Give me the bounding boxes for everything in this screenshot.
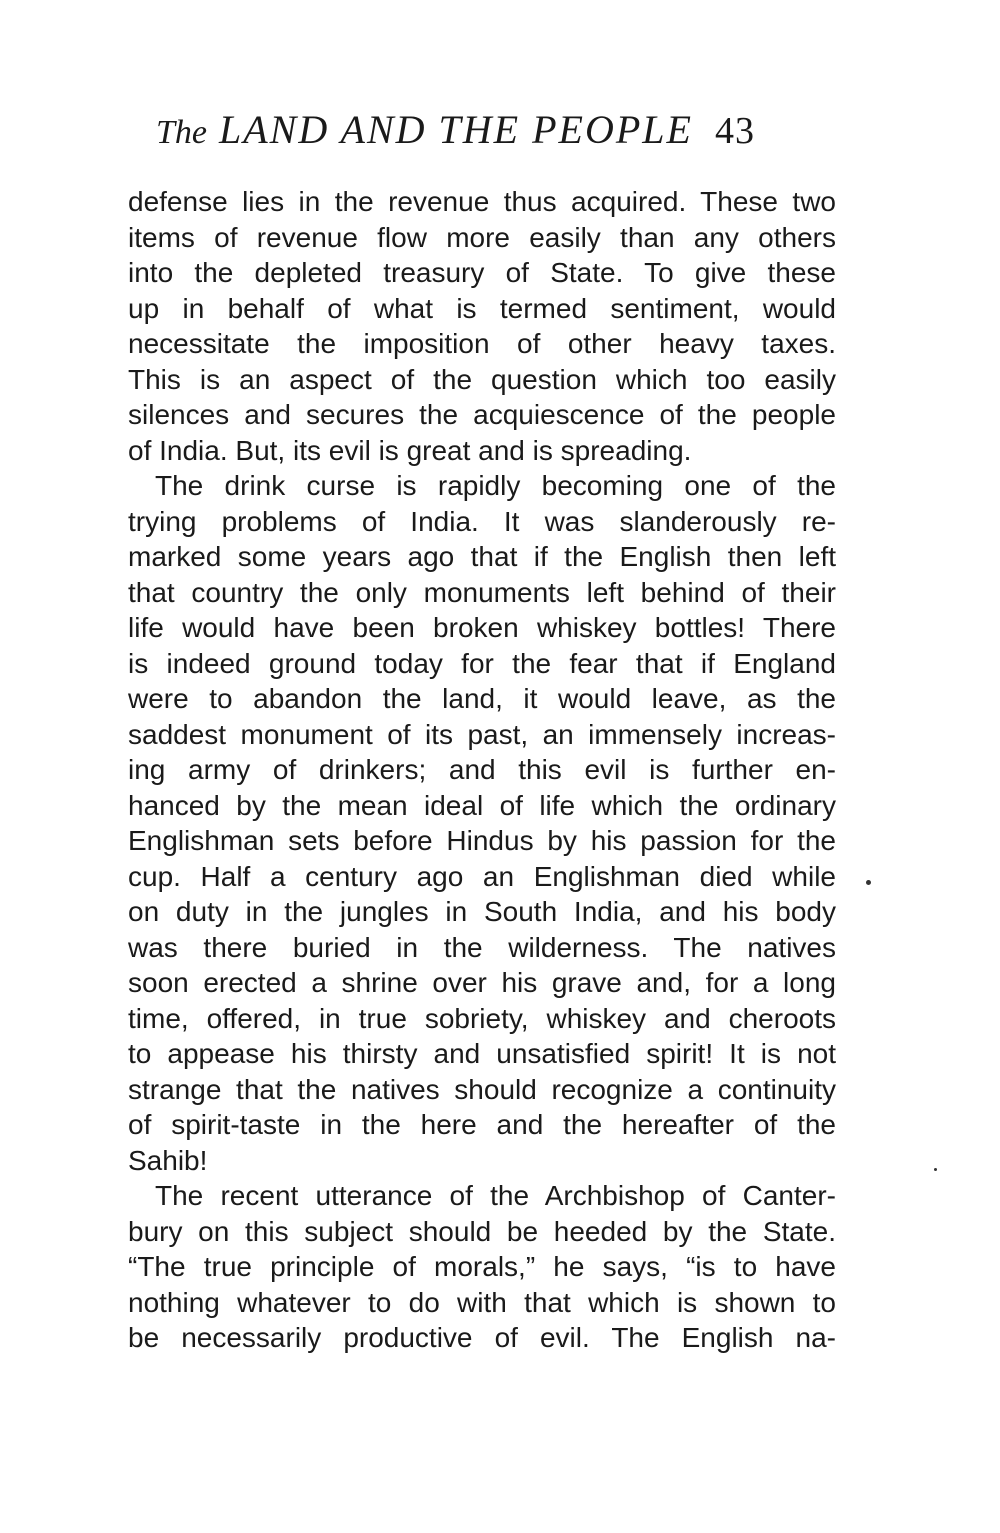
text-line: The recent utterance of the Archbishop of Canter- [155, 1180, 836, 1211]
text-line: hanced by the mean ideal of life which the ordinary [128, 789, 836, 821]
paragraph-1 [128, 184, 836, 468]
running-head-the: The [156, 114, 207, 151]
text-line: into the depleted treasury of State. To give these [128, 257, 836, 288]
text-line: of India. But, its evil is great and is spreading. [128, 434, 692, 466]
text-line: time, offered, in true sobriety, whiskey and cheroots [128, 1002, 836, 1034]
text-line: Sahib! [128, 1144, 208, 1176]
text-line: life would have been broken whiskey bottles! There [128, 612, 836, 643]
scan-speck [934, 1168, 937, 1171]
running-head [156, 105, 856, 155]
text-line: defense lies in the revenue thus acquired. These two [128, 186, 836, 217]
text-line: ing army of drinkers; and this evil is further en- [128, 754, 836, 785]
text-line: that country the only monuments left behind of their [128, 576, 836, 608]
text-line: nothing whatever to do with that which is shown to [128, 1286, 836, 1318]
text-line: were to abandon the land, it would leave, as the [128, 683, 836, 714]
text-line: necessitate the imposition of other heavy taxes. [128, 328, 836, 359]
text-line: This is an aspect of the question which too easily [128, 363, 836, 395]
text-line: Englishman sets before Hindus by his passion for the [128, 825, 836, 856]
text-line: strange that the natives should recognize a continuity [128, 1073, 836, 1105]
text-line: to appease his thirsty and unsatisfied spirit! It is not [128, 1038, 836, 1069]
paragraph-3 [128, 1178, 836, 1356]
running-head-title: LAND AND THE PEOPLE [219, 107, 693, 152]
body-text [128, 184, 836, 1356]
text-line: soon erected a shrine over his grave and, for a long [128, 967, 836, 998]
text-line: silences and secures the acquiescence of the people [128, 399, 836, 430]
text-line: saddest monument of its past, an immensely increas- [128, 718, 836, 750]
scan-speck [866, 880, 871, 885]
text-line: on duty in the jungles in South India, and his body [128, 896, 836, 927]
text-line: of spirit-taste in the here and the hereafter of the [128, 1109, 836, 1140]
text-line: items of revenue flow more easily than any others [128, 221, 836, 253]
paragraph-2 [128, 468, 836, 1178]
page-number: 43 [714, 110, 755, 152]
text-line: trying problems of India. It was slanderously re- [128, 505, 836, 537]
text-line: “The true principle of morals,” he says, “is to have [128, 1251, 836, 1282]
text-line: cup. Half a century ago an Englishman died while [128, 860, 836, 892]
text-line: marked some years ago that if the English then left [128, 541, 836, 572]
text-line: is indeed ground today for the fear that if England [128, 647, 836, 679]
text-line: was there buried in the wilderness. The natives [128, 931, 836, 963]
text-line: bury on this subject should be heeded by the State. [128, 1215, 836, 1247]
text-line: be necessarily productive of evil. The English na- [128, 1322, 836, 1353]
text-line: The drink curse is rapidly becoming one of the [155, 470, 836, 501]
text-line: up in behalf of what is termed sentiment, would [128, 292, 836, 324]
